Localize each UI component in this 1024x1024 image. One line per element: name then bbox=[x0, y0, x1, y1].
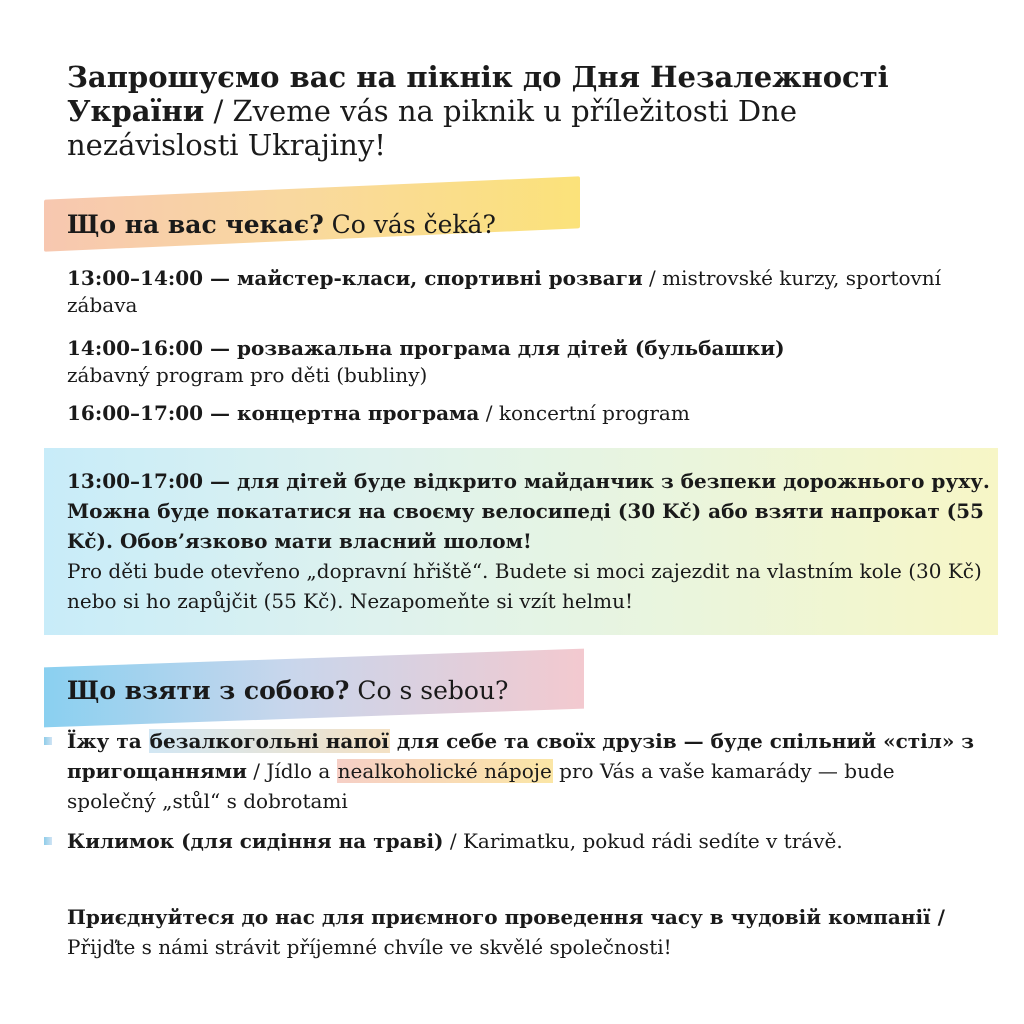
schedule-item-ua: 13:00–14:00 — майстер-класи, спортивні розваги bbox=[67, 266, 643, 290]
section2-heading bbox=[67, 676, 508, 706]
item-cz: / Karimatku, pokud rádi sedíte v trávě. bbox=[443, 829, 843, 853]
schedule-item bbox=[67, 335, 967, 389]
schedule-item-cz: / mistrovské kurzy, sportovní zábava bbox=[67, 266, 942, 317]
schedule-item-ua: 16:00–17:00 — концертна програма bbox=[67, 401, 480, 425]
title-ukrainian: Запрошуємо вас на пікнік до Дня Незалежності України bbox=[67, 60, 889, 128]
item-ua-highlight: безалкогольні напої bbox=[149, 729, 389, 753]
item-cz-pre: / Jídlo a bbox=[246, 759, 337, 783]
closing-invitation bbox=[67, 902, 987, 962]
schedule-item-ua: 14:00–16:00 — розважальна програма для дітей (бульбашки) bbox=[67, 336, 785, 360]
item-ua-pre: Їжу та bbox=[67, 729, 149, 753]
item-cz-post: pro Vás a vaše kamarády — bude společný „stůl“ s dobrotami bbox=[67, 759, 895, 813]
section1-heading-ua: Що на вас чекає? bbox=[67, 210, 324, 239]
panel-text-ua: 13:00–17:00 — для дітей буде відкрито майданчик з безпеки дорожнього руху. Можна буде покататися на своєму велосипеді (30 Kč) або взяти напрокат (55 Kč). Обов’язково мати власний шолом! bbox=[67, 469, 990, 553]
schedule-item-cz: zábavný program pro děti (bubliny) bbox=[67, 363, 428, 387]
section2-heading-cz: Co s sebou? bbox=[349, 676, 509, 705]
list-item bbox=[67, 726, 987, 816]
footer-ua: Приєднуйтеся до нас для приємного проведення часу в чудовій компанії / bbox=[67, 905, 945, 929]
page-title bbox=[67, 60, 967, 162]
schedule-item-cz: / koncertní program bbox=[479, 401, 690, 425]
footer-cz: Přijďte s námi strávit příjemné chvíle ve skvělé společnosti! bbox=[67, 935, 672, 959]
title-czech: / Zveme vás na piknik u příležitosti Dne nezávislosti Ukrajiny! bbox=[67, 94, 798, 162]
list-item bbox=[67, 826, 987, 856]
schedule-item bbox=[67, 265, 967, 319]
panel-text-cz: Pro děti bude otevřeno „dopravní hřiště“. Budete si moci zajezdit na vlastním kole (30 Kč) nebo si ho zapůjčit (55 Kč). Nezapomeňte si vzít helmu! bbox=[67, 559, 982, 613]
traffic-playground-text bbox=[67, 466, 997, 616]
bullet-icon bbox=[44, 837, 52, 845]
section2-heading-ua: Що взяти з собою? bbox=[67, 676, 350, 705]
bullet-icon bbox=[44, 737, 52, 745]
item-cz-highlight: nealkoholické nápoje bbox=[337, 759, 552, 783]
section1-heading-cz: Co vás čeká? bbox=[323, 210, 496, 239]
item-ua-post: для себе та своїх друзів — буде спільний «стіл» з пригощаннями bbox=[67, 729, 975, 783]
schedule-item bbox=[67, 400, 967, 427]
item-ua: Килимок (для сидіння на траві) bbox=[67, 829, 444, 853]
section1-heading bbox=[67, 210, 496, 240]
